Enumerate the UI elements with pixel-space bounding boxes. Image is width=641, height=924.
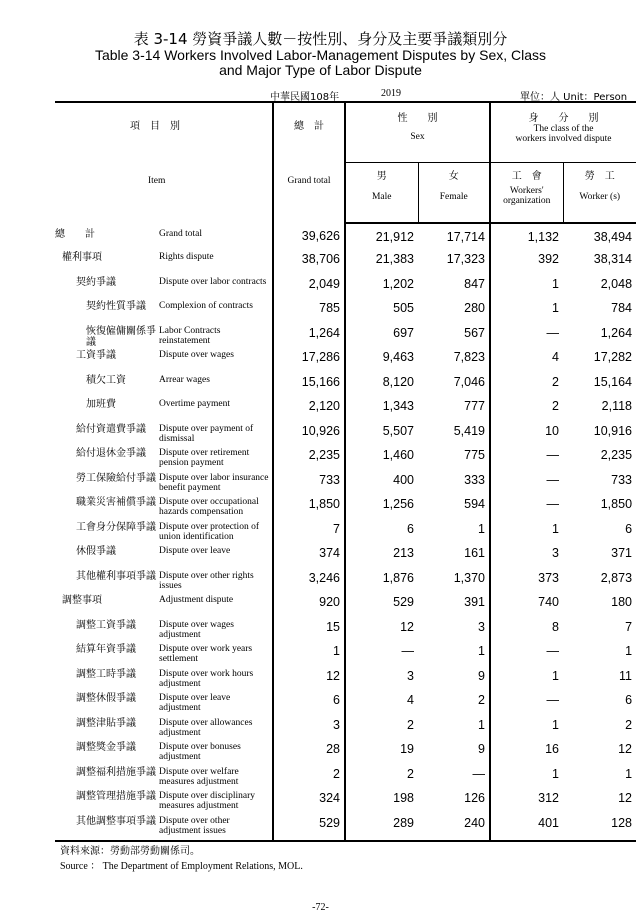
header-total-zh: 總 計 bbox=[294, 121, 324, 132]
row-label-zh: 工會身分保障爭議 bbox=[76, 521, 156, 533]
header-worker-en: Worker (s) bbox=[579, 192, 621, 202]
cell-union: 8 bbox=[490, 620, 563, 645]
row-label-en: Dispute over work hours adjustment bbox=[159, 668, 254, 689]
cell-union: 3 bbox=[490, 546, 563, 571]
cell-union: — bbox=[490, 326, 563, 351]
cell-female: 161 bbox=[464, 546, 485, 560]
row-item-cell bbox=[55, 718, 273, 743]
cell-female: 240 bbox=[418, 816, 490, 842]
table-row bbox=[55, 522, 636, 547]
row-label-zh: 恢復僱傭關係爭議 bbox=[86, 325, 156, 348]
table-title-zh: 表 3-14 勞資爭議人數－按性別、身分及主要爭議類別分 bbox=[133, 30, 508, 48]
cell-union: — bbox=[490, 644, 563, 669]
table-row bbox=[55, 571, 636, 596]
cell-total: 3,246 bbox=[273, 571, 345, 596]
row-item-cell bbox=[55, 375, 273, 400]
cell-worker: 12 bbox=[618, 742, 633, 756]
cell-union: 1 bbox=[490, 277, 563, 302]
table-row bbox=[55, 620, 636, 645]
row-label-en: Dispute over leave bbox=[159, 546, 231, 556]
row-label-zh: 契約爭議 bbox=[76, 276, 116, 288]
cell-male: 12 bbox=[345, 620, 418, 645]
cell-female: 17,323 bbox=[446, 252, 485, 266]
cell-total: 920 bbox=[273, 595, 345, 620]
row-item-cell bbox=[55, 767, 273, 792]
cell-female: 1 bbox=[478, 644, 485, 658]
cell-total: 2,235 bbox=[273, 448, 345, 473]
cell-female: 847 bbox=[464, 276, 485, 291]
row-label-en: Dispute over protection of union identification bbox=[159, 521, 259, 542]
cell-female: 126 bbox=[464, 791, 485, 805]
table-row bbox=[55, 791, 636, 816]
header-item-zh: 項 目 別 bbox=[130, 121, 180, 132]
cell-worker: 38,314 bbox=[593, 252, 633, 266]
cell-male: 1,876 bbox=[345, 571, 418, 596]
row-item-cell bbox=[55, 669, 273, 694]
header-item-en: Item bbox=[148, 176, 166, 186]
cell-union: 2 bbox=[490, 375, 563, 400]
row-item-cell bbox=[55, 277, 273, 302]
cell-female: 2 bbox=[478, 693, 485, 707]
cell-female: 777 bbox=[464, 399, 485, 413]
cell-worker: 1 bbox=[625, 644, 633, 658]
row-label-en: Rights dispute bbox=[159, 252, 214, 262]
cell-total: 2,049 bbox=[273, 277, 345, 302]
cell-worker: 2,118 bbox=[601, 399, 633, 413]
row-item-cell bbox=[55, 522, 273, 547]
unit-label: 單位：人 Unit：Person bbox=[520, 92, 628, 103]
cell-female: 9 bbox=[478, 742, 485, 756]
row-label-en: Dispute over disciplinary measures adjustment bbox=[159, 791, 256, 811]
header-class-en-line1: The class of the bbox=[533, 124, 594, 134]
row-label-en: Dispute over wages adjustment bbox=[159, 619, 234, 640]
row-label-zh: 調整休假爭議 bbox=[76, 693, 136, 704]
year-label-en: 2019 bbox=[381, 88, 401, 99]
row-label-zh: 其他權利事項爭議 bbox=[76, 570, 156, 582]
row-label-en: Dispute over welfare measures adjustment bbox=[159, 766, 239, 787]
row-label-en: Dispute over allowances adjustment bbox=[159, 717, 253, 738]
cell-union: 4 bbox=[490, 350, 563, 375]
row-label-en: Dispute over labor contracts bbox=[159, 276, 267, 287]
year-label-zh: 中華民國108年 bbox=[270, 92, 340, 103]
table-row bbox=[55, 718, 636, 743]
header-sex-en: Sex bbox=[410, 132, 425, 142]
row-item-cell bbox=[55, 424, 273, 449]
header-class-en-line2: workers involved dispute bbox=[515, 134, 612, 144]
row-label-zh: 調整事項 bbox=[62, 595, 102, 606]
header-union-zh: 工 會 bbox=[511, 171, 542, 182]
cell-female: 5,419 bbox=[453, 423, 485, 438]
cell-male: 529 bbox=[345, 595, 418, 620]
cell-total: 28 bbox=[273, 742, 345, 767]
table-row bbox=[55, 350, 636, 375]
row-label-en: Complexion of contracts bbox=[159, 301, 253, 311]
cell-total: 1,264 bbox=[273, 326, 345, 351]
table-row bbox=[55, 301, 636, 326]
row-label-zh: 權利事項 bbox=[62, 252, 102, 263]
cell-male: 1,343 bbox=[345, 399, 418, 424]
row-label-zh: 工資爭議 bbox=[76, 350, 116, 361]
cell-female: 1 bbox=[478, 717, 485, 732]
table-row bbox=[55, 497, 636, 522]
table-row bbox=[55, 644, 636, 669]
table-title-en-line2: and Major Type of Labor Dispute bbox=[219, 62, 422, 78]
cell-male: 198 bbox=[345, 791, 418, 816]
cell-worker: 6 bbox=[625, 521, 633, 536]
row-label-en: Dispute over other rights issues bbox=[159, 570, 254, 591]
row-label-en: Dispute over wages bbox=[159, 350, 234, 360]
row-label-zh: 契約性質爭議 bbox=[86, 301, 146, 312]
cell-total: 2 bbox=[273, 767, 345, 792]
header-class bbox=[490, 102, 636, 163]
row-label-en: Dispute over bonuses adjustment bbox=[159, 742, 241, 762]
cell-union: 10 bbox=[490, 424, 563, 449]
cell-union: 1 bbox=[490, 669, 563, 694]
row-item-cell bbox=[55, 497, 273, 522]
row-label-en: Dispute over payment of dismissal bbox=[159, 423, 254, 444]
row-item-cell bbox=[55, 644, 273, 669]
table-row bbox=[55, 473, 636, 498]
source-note-zh: 資料來源：勞動部勞動關係司。 bbox=[60, 846, 200, 857]
header-sex-zh: 性 別 bbox=[397, 113, 438, 124]
cell-male: 6 bbox=[345, 522, 418, 547]
header-union-en-line2: organization bbox=[503, 196, 551, 206]
row-label-en: Arrear wages bbox=[159, 374, 210, 385]
cell-union: 1 bbox=[490, 718, 563, 743]
cell-female: — bbox=[472, 766, 485, 781]
cell-worker: 733 bbox=[611, 472, 633, 487]
header-sex bbox=[345, 102, 490, 163]
cell-worker: 128 bbox=[563, 816, 636, 842]
cell-total: 7 bbox=[273, 522, 345, 547]
table-row bbox=[55, 424, 636, 449]
cell-female: 7,046 bbox=[453, 374, 485, 389]
cell-female: 280 bbox=[464, 301, 485, 315]
row-label-zh: 結算年資爭議 bbox=[76, 644, 136, 655]
row-label-zh: 勞工保險給付爭議 bbox=[76, 472, 156, 484]
header-worker-zh: 勞 工 bbox=[584, 171, 615, 182]
table-row bbox=[55, 326, 636, 351]
cell-worker: 11 bbox=[619, 668, 633, 683]
cell-total: 15 bbox=[273, 620, 345, 645]
cell-worker: 784 bbox=[611, 301, 633, 315]
header-male-zh: 男 bbox=[376, 171, 387, 182]
cell-total: 3 bbox=[273, 718, 345, 743]
table-row bbox=[55, 399, 636, 424]
cell-total: 12 bbox=[273, 669, 345, 694]
cell-union: 373 bbox=[490, 571, 563, 596]
row-label-zh: 總 計 bbox=[55, 229, 95, 240]
table-row bbox=[55, 252, 636, 277]
cell-total: 1 bbox=[273, 644, 345, 669]
row-label-en: Dispute over occupational hazards compensation bbox=[159, 497, 259, 517]
row-label-en: Grand total bbox=[159, 229, 203, 239]
row-label-en: Adjustment dispute bbox=[159, 595, 234, 605]
table-row bbox=[55, 546, 636, 571]
cell-worker: 6 bbox=[625, 693, 633, 707]
row-label-zh: 職業災害補償爭議 bbox=[76, 497, 156, 508]
table-row bbox=[55, 742, 636, 767]
row-item-cell bbox=[55, 326, 273, 351]
table-row bbox=[55, 277, 636, 302]
cell-worker: 15,164 bbox=[593, 374, 633, 389]
cell-male: 289 bbox=[345, 816, 418, 842]
cell-worker: 1,264 bbox=[600, 325, 633, 340]
cell-male: 1,460 bbox=[345, 448, 418, 473]
data-table bbox=[55, 101, 636, 842]
cell-male: 4 bbox=[345, 693, 418, 718]
cell-female: 594 bbox=[464, 497, 485, 511]
row-item-cell bbox=[55, 546, 273, 571]
cell-female: 775 bbox=[464, 448, 485, 462]
cell-union: — bbox=[490, 448, 563, 473]
title-block bbox=[0, 30, 641, 78]
cell-worker: 371 bbox=[611, 546, 633, 560]
header-union bbox=[490, 163, 563, 224]
cell-male: 19 bbox=[345, 742, 418, 767]
cell-male: 213 bbox=[345, 546, 418, 571]
cell-worker: 180 bbox=[611, 595, 633, 609]
cell-total: 324 bbox=[273, 791, 345, 816]
cell-total: 6 bbox=[273, 693, 345, 718]
cell-worker: 2 bbox=[625, 717, 633, 732]
cell-union: — bbox=[490, 497, 563, 522]
cell-union: 1 bbox=[490, 767, 563, 792]
row-item-cell bbox=[55, 223, 273, 252]
source-note-en: Source ： The Department of Employment Relations, MOL. bbox=[60, 861, 303, 872]
row-label-zh: 調整津貼爭議 bbox=[76, 717, 136, 729]
cell-union: 16 bbox=[490, 742, 563, 767]
cell-male: 697 bbox=[345, 326, 418, 351]
cell-worker: 1 bbox=[625, 766, 633, 781]
cell-worker: 1,850 bbox=[600, 497, 633, 511]
header-total bbox=[273, 102, 345, 223]
cell-total: 374 bbox=[273, 546, 345, 571]
row-item-cell bbox=[55, 620, 273, 645]
row-label-zh: 調整福利措施爭議 bbox=[76, 766, 156, 778]
row-item-cell bbox=[55, 399, 273, 424]
header-female-en: Female bbox=[439, 192, 468, 202]
cell-male: 8,120 bbox=[345, 375, 418, 400]
cell-total: 39,626 bbox=[273, 223, 345, 252]
row-item-cell bbox=[55, 350, 273, 375]
page-number: -72- bbox=[312, 902, 329, 913]
row-item-cell bbox=[55, 473, 273, 498]
cell-male: 2 bbox=[345, 767, 418, 792]
cell-union: 2 bbox=[490, 399, 563, 424]
cell-union: 740 bbox=[490, 595, 563, 620]
cell-female: 333 bbox=[464, 472, 485, 487]
cell-female: 3 bbox=[478, 619, 485, 634]
row-label-zh: 調整管理措施爭議 bbox=[76, 791, 156, 802]
cell-worker: 2,873 bbox=[600, 570, 633, 585]
cell-female: 17,714 bbox=[446, 230, 485, 244]
row-label-zh: 調整獎金爭議 bbox=[76, 742, 136, 753]
row-item-cell bbox=[55, 595, 273, 620]
table-row bbox=[55, 595, 636, 620]
row-label-en: Dispute over other adjustment issues bbox=[159, 815, 230, 836]
header-worker bbox=[563, 163, 636, 224]
row-item-cell bbox=[55, 693, 273, 718]
cell-union: 1 bbox=[490, 522, 563, 547]
row-label-en: Dispute over retirement pension payment bbox=[159, 448, 250, 468]
table-row bbox=[55, 223, 636, 252]
cell-total: 17,286 bbox=[273, 350, 345, 375]
cell-female: 391 bbox=[464, 595, 485, 609]
row-label-en: Dispute over leave adjustment bbox=[159, 693, 231, 713]
table-row bbox=[55, 375, 636, 400]
cell-female: 1,370 bbox=[453, 570, 485, 585]
row-label-zh: 其他調整事項爭議 bbox=[76, 815, 156, 827]
cell-total: 15,166 bbox=[273, 375, 345, 400]
row-label-zh: 調整工資爭議 bbox=[76, 619, 136, 631]
cell-male: 1,202 bbox=[345, 277, 418, 302]
cell-total: 1,850 bbox=[273, 497, 345, 522]
cell-male: — bbox=[345, 644, 418, 669]
row-label-en: Labor Contracts reinstatement bbox=[159, 325, 221, 346]
cell-worker: 7 bbox=[625, 619, 633, 634]
row-item-cell bbox=[55, 301, 273, 326]
cell-male: 21,912 bbox=[345, 223, 418, 252]
table-title-en-line1: Table 3-14 Workers Involved Labor-Management Disputes by Sex, Class bbox=[94, 47, 547, 63]
cell-total: 529 bbox=[273, 816, 345, 842]
cell-union: 1,132 bbox=[490, 223, 563, 252]
cell-union: 401 bbox=[490, 816, 563, 842]
row-label-zh: 調整工時爭議 bbox=[76, 668, 136, 680]
row-item-cell bbox=[55, 252, 273, 277]
header-class-zh: 身 分 別 bbox=[528, 113, 599, 124]
cell-male: 5,507 bbox=[345, 424, 418, 449]
row-label-zh: 休假爭議 bbox=[76, 546, 116, 557]
cell-worker: 2,235 bbox=[600, 448, 633, 462]
header-male-en: Male bbox=[371, 192, 392, 202]
cell-total: 10,926 bbox=[273, 424, 345, 449]
cell-total: 38,706 bbox=[273, 252, 345, 277]
cell-union: 392 bbox=[490, 252, 563, 277]
row-item-cell bbox=[55, 571, 273, 596]
cell-worker: 38,494 bbox=[593, 230, 633, 244]
cell-male: 2 bbox=[345, 718, 418, 743]
row-label-zh: 加班費 bbox=[86, 399, 116, 410]
cell-total: 733 bbox=[273, 473, 345, 498]
cell-worker: 2,048 bbox=[600, 276, 633, 291]
header-item bbox=[55, 102, 273, 223]
cell-worker: 12 bbox=[618, 791, 633, 805]
row-item-cell bbox=[55, 448, 273, 473]
table-row bbox=[55, 693, 636, 718]
cell-male: 400 bbox=[345, 473, 418, 498]
header-female-zh: 女 bbox=[448, 171, 459, 182]
row-label-zh: 積欠工資 bbox=[86, 374, 126, 386]
row-label-zh: 給付退休金爭議 bbox=[76, 448, 146, 459]
cell-male: 1,256 bbox=[345, 497, 418, 522]
header-total-en: Grand total bbox=[287, 176, 331, 186]
row-item-cell bbox=[55, 791, 273, 816]
cell-female: 9 bbox=[478, 668, 485, 683]
cell-male: 21,383 bbox=[345, 252, 418, 277]
row-item-cell bbox=[55, 742, 273, 767]
table-row bbox=[55, 767, 636, 792]
cell-union: 312 bbox=[490, 791, 563, 816]
cell-total: 785 bbox=[273, 301, 345, 326]
table-row bbox=[55, 669, 636, 694]
row-label-zh: 給付資遣費爭議 bbox=[76, 423, 146, 435]
row-label-en: Dispute over labor insurance benefit payment bbox=[159, 472, 269, 493]
cell-male: 3 bbox=[345, 669, 418, 694]
table-row bbox=[55, 448, 636, 473]
cell-union: 1 bbox=[490, 301, 563, 326]
table-body bbox=[55, 223, 636, 841]
row-item-cell bbox=[55, 816, 273, 842]
row-label-en: Dispute over work years settlement bbox=[159, 644, 253, 664]
cell-female: 7,823 bbox=[453, 350, 485, 364]
cell-worker: 17,282 bbox=[593, 350, 633, 364]
cell-total: 2,120 bbox=[273, 399, 345, 424]
cell-female: 567 bbox=[464, 325, 485, 340]
header-male bbox=[345, 163, 418, 224]
cell-female: 1 bbox=[478, 521, 485, 536]
header-union-en-line1: Workers' bbox=[509, 186, 544, 196]
table-row bbox=[55, 816, 636, 842]
header-female bbox=[418, 163, 490, 224]
cell-male: 505 bbox=[345, 301, 418, 326]
row-label-en: Overtime payment bbox=[159, 399, 230, 409]
cell-worker: 10,916 bbox=[593, 423, 633, 438]
cell-union: — bbox=[490, 473, 563, 498]
cell-union: — bbox=[490, 693, 563, 718]
cell-male: 9,463 bbox=[345, 350, 418, 375]
